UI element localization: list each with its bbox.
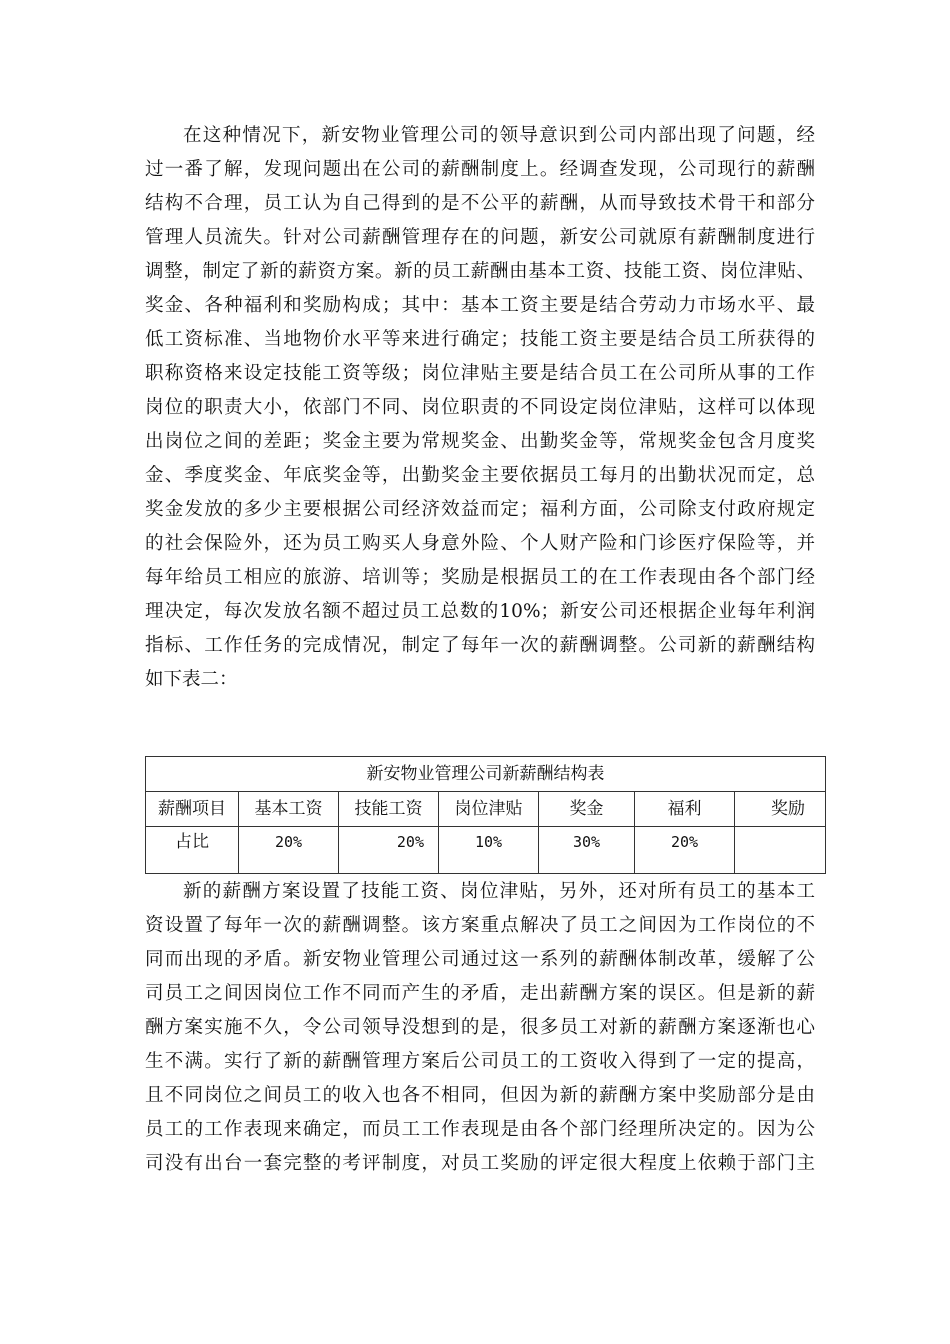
table-header-row bbox=[146, 792, 826, 827]
text-line: 结构不合理，员工认为自己得到的是不公平的薪酬，从而导致技术骨干和部分 bbox=[145, 193, 815, 214]
text-line: 员工的工作表现来确定，而员工工作表现是由各个部门经理所决定的。因为公 bbox=[145, 1119, 815, 1140]
table-cell: 20% bbox=[239, 827, 339, 874]
table-header-cell: 福利 bbox=[635, 792, 735, 827]
text-line: 每年给员工相应的旅游、培训等；奖励是根据员工的在工作表现由各个部门经 bbox=[145, 567, 815, 588]
text-line: 过一番了解，发现问题出在公司的薪酬制度上。经调查发现，公司现行的薪酬 bbox=[145, 159, 815, 180]
text-line: 岗位的职责大小，依部门不同、岗位职责的不同设定岗位津贴，这样可以体现 bbox=[145, 397, 815, 418]
table-cell: 30% bbox=[539, 827, 635, 874]
paragraph-salary-reform bbox=[145, 119, 815, 697]
text-line: 奖金、各种福利和奖励构成；其中：基本工资主要是结合劳动力市场水平、最 bbox=[145, 295, 815, 316]
table-header-cell: 奖金 bbox=[539, 792, 635, 827]
text-line: 调整，制定了新的薪资方案。新的员工薪酬由基本工资、技能工资、岗位津贴、 bbox=[145, 261, 815, 282]
text-line: 且不同岗位之间员工的收入也各不相同，但因为新的薪酬方案中奖励部分是由 bbox=[145, 1085, 815, 1106]
text-line: 职称资格来设定技能工资等级；岗位津贴主要是结合员工在公司所从事的工作 bbox=[145, 363, 815, 384]
text-line: 司没有出台一套完整的考评制度，对员工奖励的评定很大程度上依赖于部门主 bbox=[145, 1153, 815, 1174]
table-header-cell: 技能工资 bbox=[339, 792, 439, 827]
table-header-cell: 薪酬项目 bbox=[146, 792, 239, 827]
text-line: 指标、工作任务的完成情况，制定了每年一次的薪酬调整。公司新的薪酬结构 bbox=[145, 635, 815, 656]
table-cell: 占比 bbox=[146, 827, 239, 874]
table-cell bbox=[735, 827, 826, 874]
table-title: 新安物业管理公司新薪酬结构表 bbox=[146, 757, 826, 792]
text-line: 新的薪酬方案设置了技能工资、岗位津贴，另外，还对所有员工的基本工 bbox=[183, 881, 815, 902]
text-line: 管理人员流失。针对公司薪酬管理存在的问题，新安公司就原有薪酬制度进行 bbox=[145, 227, 815, 248]
text-line: 金、季度奖金、年底奖金等，出勤奖金主要依据员工每月的出勤状况而定，总 bbox=[145, 465, 815, 486]
paragraph-new-plan-effects bbox=[145, 875, 815, 1181]
text-line: 低工资标准、当地物价水平等来进行确定；技能工资主要是结合员工所获得的 bbox=[145, 329, 815, 350]
text-line: 出岗位之间的差距；奖金主要为常规奖金、出勤奖金等，常规奖金包含月度奖 bbox=[145, 431, 815, 452]
text-line: 司员工之间因岗位工作不同而产生的矛盾，走出薪酬方案的误区。但是新的薪 bbox=[145, 983, 815, 1004]
table-cell: 20% bbox=[635, 827, 735, 874]
text-line: 酬方案实施不久，令公司领导没想到的是，很多员工对新的薪酬方案逐渐也心 bbox=[145, 1017, 815, 1038]
table-row bbox=[146, 827, 826, 874]
text-line: 理决定，每次发放名额不超过员工总数的10%；新安公司还根据企业每年利润 bbox=[145, 601, 815, 622]
text-line: 资设置了每年一次的薪酬调整。该方案重点解决了员工之间因为工作岗位的不 bbox=[145, 915, 815, 936]
table-cell: 10% bbox=[439, 827, 539, 874]
table-header-cell: 岗位津贴 bbox=[439, 792, 539, 827]
text-line: 如下表二： bbox=[145, 669, 238, 690]
table-cell: 20% bbox=[339, 827, 439, 874]
text-line: 奖金发放的多少主要根据公司经济效益而定；福利方面，公司除支付政府规定 bbox=[145, 499, 815, 520]
salary-structure-table bbox=[145, 756, 826, 874]
table-header-cell: 奖励 bbox=[735, 792, 826, 827]
table-header-cell: 基本工资 bbox=[239, 792, 339, 827]
text-line: 在这种情况下，新安物业管理公司的领导意识到公司内部出现了问题，经 bbox=[183, 125, 815, 146]
text-line: 的社会保险外，还为员工购买人身意外险、个人财产险和门诊医疗保险等，并 bbox=[145, 533, 815, 554]
text-line: 同而出现的矛盾。新安物业管理公司通过这一系列的薪酬体制改革，缓解了公 bbox=[145, 949, 815, 970]
text-line: 生不满。实行了新的薪酬管理方案后公司员工的工资收入得到了一定的提高， bbox=[145, 1051, 815, 1072]
